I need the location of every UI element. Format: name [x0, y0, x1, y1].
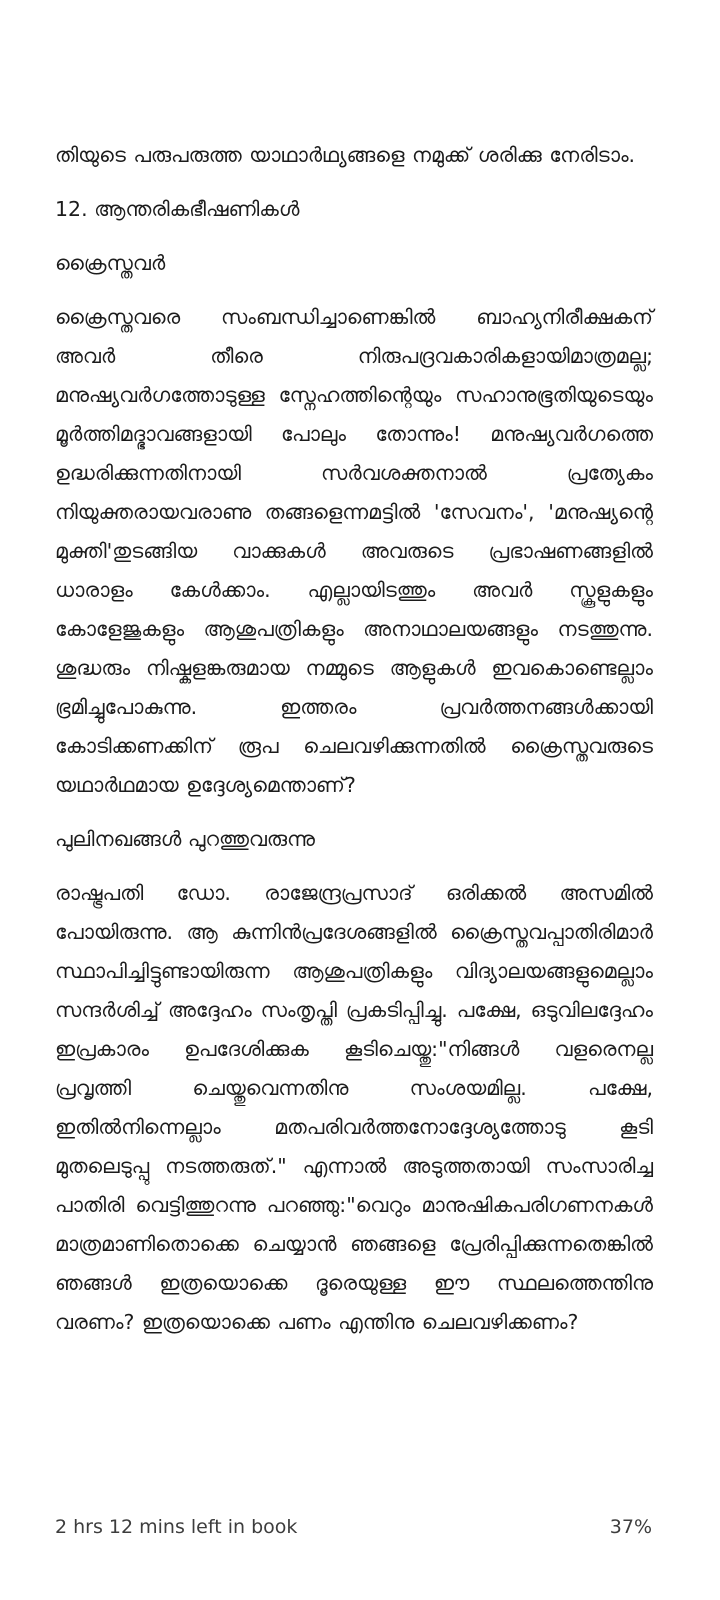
section-heading-christians: ക്രൈസ്തവര്‍	[55, 251, 166, 275]
paragraph-president: രാഷ്ട്രപതി ഡോ. രാജേന്ദ്രപ്രസാദ് ഒരിക്കല്‍ അസമില്‍ പോയിരുന്നു. ആ കുന്നിന്‍പ്രദേശങ്ങളില്‍ ക്രൈസ്തവപ്പാതിരിമാര്‍ സ്ഥാപിച്ചിട്ടുണ്ടായിരുന്ന ആശുപത്രികളും വിദ്യാലയങ്ങളുമെല്ലാം സന്ദര്‍ശിച്ച് അദ്ദേഹം സംതൃപ്തി പ്രകടിപ്പിച്ചു. പക്ഷേ, ഒടുവിലദ്ദേഹം ഇപ്രകാരം ഉപദേശിക്കുക കൂടിചെയ്തു:"നിങ്ങള്‍ വളരെനല്ല പ്രവൃത്തി ചെയ്തുവെന്നതിനു സംശയമില്ല. പക്ഷേ, ഇതില്‍നിന്നെല്ലാം മതപരിവര്‍ത്തനോദ്ദേശ്യത്തോടു കൂടി മുതലെടുപ്പു നടത്തരുത്." എന്നാല്‍ അടുത്തതായി സംസാരിച്ച പാതിരി വെട്ടിത്തുറന്നു പറഞ്ഞു:"വെറും മാനുഷികപരിഗണനകള്‍ മാത്രമാണിതൊക്കെ ചെയ്യാന്‍ ഞങ്ങളെ പ്രേരിപ്പിക്കുന്നതെങ്കില്‍ ഞങ്ങള്‍ ഇത്രയൊക്കെ ദൂരെയുള്ള ഈ സ്ഥലത്തെന്തിനു വരണം? ഇത്രയൊക്കെ പണം എന്തിനു ചെലവഴിക്കണം?	[55, 881, 653, 1334]
paragraph-continuation: തിയുടെ പരുപരുത്ത യാഥാര്‍ഥ്യങ്ങളെ നമുക്ക് ശരിക്കു നേരിടാം.	[55, 143, 636, 167]
progress-percent-label[interactable]: 37%	[609, 1516, 652, 1538]
chapter-heading: 12. ആന്തരികഭീഷണികള്‍	[55, 197, 300, 221]
section-heading-cracks: പുലിനഖങ്ങള്‍ പുറത്തുവരുന്നു	[55, 827, 315, 851]
time-left-label[interactable]: 2 hrs 12 mins left in book	[55, 1516, 298, 1538]
book-page-content[interactable]	[55, 136, 653, 1357]
paragraph-christians: ക്രൈസ്തവരെ സംബന്ധിച്ചാണെങ്കില്‍ ബാഹ്യനിരീക്ഷകന് അവര്‍ തീരെ നിരുപദ്രവകാരികളായിമാത്രമല്ല; മനുഷ്യവര്‍ഗത്തോടുള്ള സ്നേഹത്തിന്റെയും സഹാനുഭൂതിയുടെയും മൂര്‍ത്തിമദ്ഭാവങ്ങളായി പോലും തോന്നും! മനുഷ്യവര്‍ഗത്തെ ഉദ്ധരിക്കുന്നതിനായി സര്‍വശക്തനാല്‍ പ്രത്യേകം നിയുക്തരായവരാണു തങ്ങളെന്നമട്ടില്‍ 'സേവനം', 'മനുഷ്യന്റെ മുക്തി'തുടങ്ങിയ വാക്കുകള്‍ അവരുടെ പ്രഭാഷണങ്ങളില്‍ ധാരാളം കേള്‍ക്കാം. എല്ലായിടത്തും അവര്‍ സ്കൂളുകളും കോളേജുകളും ആശുപത്രികളും അനാഥാലയങ്ങളും നടത്തുന്നു. ശുദ്ധരും നിഷ്കളങ്കരുമായ നമ്മുടെ ആളുകള്‍ ഇവകൊണ്ടെല്ലാം ഭ്രമിച്ചുപോകുന്നു. ഇത്തരം പ്രവര്‍ത്തനങ്ങള്‍ക്കായി കോടിക്കണക്കിന് രൂപ ചെലവഴിക്കുന്നതില്‍ ക്രൈസ്തവരുടെ യഥാര്‍ഥമായ ഉദ്ദേശ്യമെന്താണ്?	[55, 305, 653, 797]
reading-progress-footer[interactable]	[55, 1509, 652, 1545]
